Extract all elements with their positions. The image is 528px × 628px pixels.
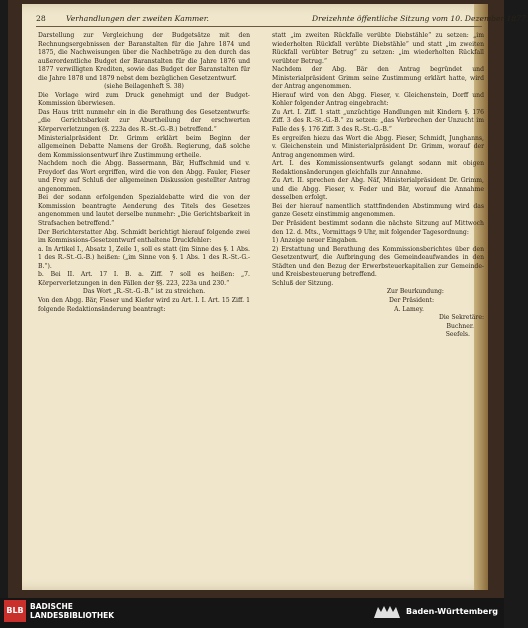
left-paragraph: Die Vorlage wird zum Druck genehmigt und der Budget-Kommission überwiesen. <box>38 91 250 108</box>
left-paragraph: Nachdem noch die Abgg. Bassermann, Bär, Huffschmid und v. Freydorf das Wort ergriffen, wird die von den Abgg. Fauler, Fieser und Frey auf Schluß der allgemeinen Diskussion gestellter Antrag angenommen. <box>38 160 250 193</box>
state-name[interactable]: Baden-Württemberg <box>406 607 499 616</box>
agenda-item: 2) Erstattung und Berathung des Kommissionsberichtes über den Gesetzentwurf, die Aufbringung des Gemeindeaufwandes in den Städten und den Bezug der Erwerbsteuerkapitalien zur Gemeinde- und Kreisbesteuerung betreffend. <box>272 245 484 279</box>
left-paragraph: Bei der sodann erfolgenden Spezialdebatte wird die von der Kommission beantragte Aenderung des Titels des Gesetzes angenommen und lautet derselbe nunmehr: „Die Gerichtsbarkeit in Strafsachen betreffend.“ <box>38 194 250 228</box>
right-paragraph: Zu Art. II. sprechen der Abg. Näf, Ministerialpräsident Dr. Grimm, und die Abgg. Fieser, v. Feder und Bär, worauf die Annahme desselben erfolgt. <box>272 177 484 202</box>
right-paragraph: Bei der hierauf namentlich stattfindenden Abstimmung wird das ganze Gesetz einstimmig angenommen. <box>272 202 484 219</box>
header-right: Dreizehnte öffentliche Sitzung vom 10. Dezember 1877. <box>312 14 528 23</box>
right-paragraph: Nachdem der Abg. Bär den Antrag begründet und Ministerialpräsident Grimm seine Zustimmung erklärt hatte, wird der Antrag angenommen. <box>272 66 484 91</box>
library-name <box>30 602 114 620</box>
library-name-line: BADISCHE <box>30 602 73 611</box>
coat-of-arms-icon <box>372 603 402 621</box>
header-rule <box>36 26 482 27</box>
secretaries-label: Die Sekretäre: <box>438 314 484 322</box>
book-scan <box>8 0 528 598</box>
right-paragraph: statt „im zweiten Rückfalle verübte Diebstähle“ zu setzen: „im wiederholten Rückfall verübte Diebstähle“ und statt „im zweiten Rückfall verübter Betrug“ zu setzen: „im wiederholten Rückfall verübter Betrug.“ <box>272 32 484 65</box>
left-paragraph: Der Berichterstatter Abg. Schmidt berichtigt hierauf folgende zwei im Kommissions-Gesetzentwurf enthaltene Druckfehler: <box>38 228 250 245</box>
left-paragraph: Darstellung zur Vergleichung der Budgetsätze mit den Rechnungsergebnissen der Baranstalten für die Jahre 1874 und 1875, die Nachweisungen über die Nachbeträge zu den durch das außerordentliche Budget der Baranstalten für die Jahre 1876 und 1877 verwilligten Krediten, sowie das Budget der Baranstalten für die Jahre 1878 und 1879 nebst dem bezüglichen Gesetzentwurf. <box>38 32 250 82</box>
right-column <box>272 32 484 340</box>
header-center: Verhandlungen der zweiten Kammer. <box>66 14 209 23</box>
library-name-line: LANDESBIBLIOTHEK <box>30 611 115 620</box>
left-paragraph: Das Wort „R.-St.-G.-B.“ ist zu streichen. <box>82 288 206 296</box>
certify-line: Zur Beurkundung: <box>386 288 444 296</box>
right-paragraph: Zu Art. I. Ziff. 1 statt „unzüchtige Handlungen mit Kindern §. 176 Ziff. 3 des R.-St.-G.-B.“ zu setzen: „das Verbrechen der Unzucht im Falle des §. 176 Ziff. 3 des R.-St.-G.-B.“ <box>272 108 484 134</box>
right-paragraph: Es ergreifen hiezu das Wort die Abgg. Fieser, Schmidt, Junghanns, v. Gleichenstein und Ministerialpräsident Dr. Grimm, worauf der Antrag angenommen wird. <box>272 134 484 159</box>
right-paragraph: Der Präsident bestimmt sodann die nächste Sitzung auf Mittwoch den 12. d. Mts., Vormittags 9 Uhr, mit folgender Tagesordnung: <box>272 220 484 236</box>
right-paragraph: Hierauf wird von den Abgg. Fieser, v. Gleichenstein, Dorff und Kohler folgender Antrag eingebracht: <box>272 91 484 108</box>
president-label: Der Präsident: <box>389 296 434 304</box>
footer-bar <box>0 598 504 628</box>
president-name: A. Lamey. <box>394 305 424 313</box>
left-paragraph: b. Bei II. Art. 17 I. B. a. Ziff. 7 soll es heißen: „7. Körperverletzungen in den Fällen der §§. 223, 223a und 230.“ <box>38 271 250 287</box>
right-paragraph: Schluß der Sitzung. <box>272 279 334 287</box>
secretary-name: Buchner. <box>446 322 474 330</box>
document-page <box>22 4 528 590</box>
blb-logo[interactable]: BLB <box>4 600 26 622</box>
right-paragraph: Art. I. des Kommissionsentwurfs gelangt sodann mit obigen Redaktionsänderungen gleichfalls zur Annahme. <box>272 160 484 176</box>
secretary-name: Seefels. <box>445 331 470 339</box>
left-paragraph: Das Haus tritt nunmehr ein in die Berathung des Gesetzentwurfs: „die Gerichtsbarkeit zur Aburtheilung der erschwerten Körperverletzungen (§. 223a des R.-St.-G.-B.) betreffend.“ <box>38 108 250 134</box>
left-paragraph: a. In Artikel I., Absatz 1, Zeile 1, soll es statt (im Sinne des §. 1 Abs. 1 des R.-St.-G.-B.) heißen: („im Sinne von §. 1 Abs. 1 des R.-St.-G.-B.“). <box>38 245 250 270</box>
left-paragraph: Von den Abgg. Bär, Fieser und Kiefer wird zu Art. I. I. Art. 15 Ziff. 1 folgende Redaktionsänderung beantragt: <box>38 296 250 313</box>
page-number: 28 <box>36 14 46 23</box>
left-paragraph: Ministerialpräsident Dr. Grimm erklärt beim Beginn der allgemeinen Debatte Namens der Großh. Regierung, daß solche dem Kommissionsentwurf ihre Zustimmung ertheile. <box>38 134 250 159</box>
left-column <box>38 32 250 314</box>
agenda-item: 1) Anzeige neuer Eingaben. <box>272 237 358 245</box>
left-paragraph: (siehe Beilagenheft S. 38) <box>104 83 184 91</box>
